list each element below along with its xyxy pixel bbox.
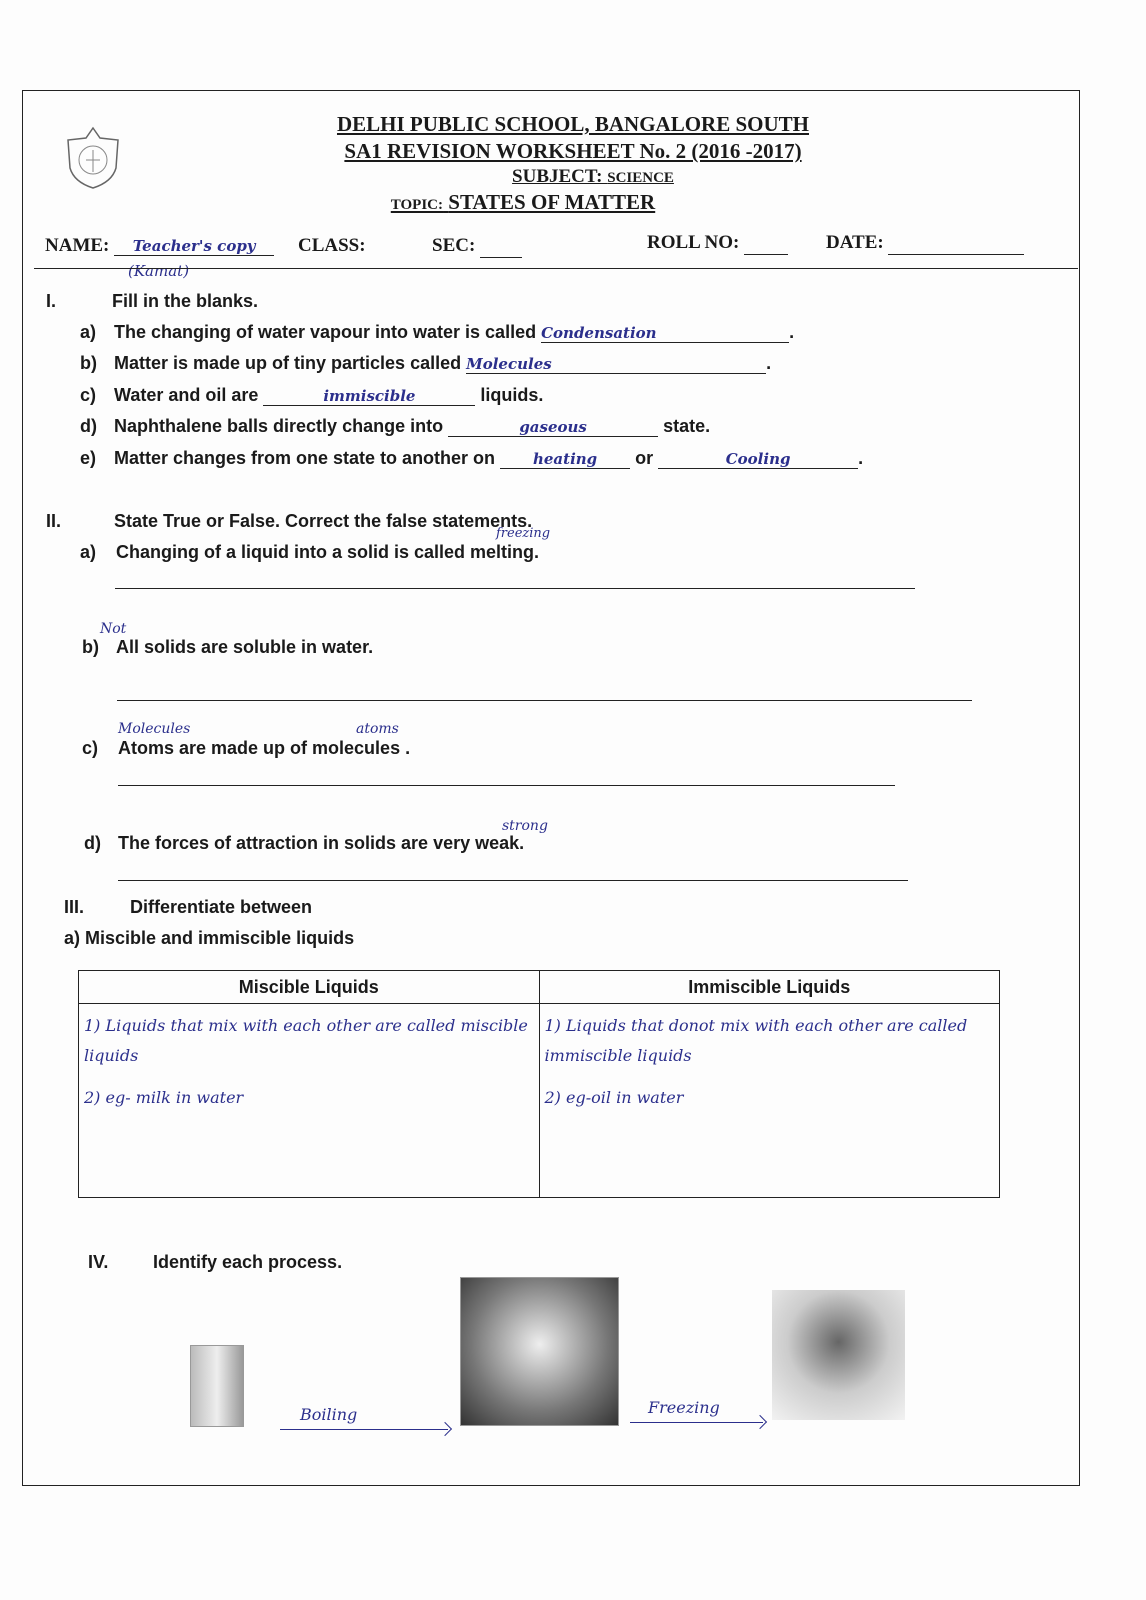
answer-line-a (115, 588, 915, 589)
correction-c2: atoms (356, 721, 399, 737)
date-label: DATE: (826, 232, 884, 253)
name-label: NAME: (45, 235, 110, 256)
answer-e2: Cooling (658, 450, 858, 469)
fill-item-b: b) Matter is made up of tiny particles called Molecules . (80, 353, 772, 373)
immiscible-cell (539, 1004, 1000, 1198)
process-answer-1: Boiling (300, 1405, 358, 1424)
table-header-miscible: Miscible Liquids (79, 971, 540, 1004)
miscible-cell (79, 1004, 540, 1198)
comparison-table (78, 970, 1000, 1198)
sec-field (432, 235, 522, 258)
section-3-title: Differentiate between (130, 897, 313, 917)
topic-label: TOPIC: (390, 197, 444, 213)
section-3-subtitle: a) Miscible and immiscible liquids (64, 928, 355, 948)
date-field (826, 232, 1024, 255)
section-4-title: Identify each process. (153, 1252, 343, 1272)
fill-item-e: e) Matter changes from one state to another on heating or Cooling . (80, 448, 864, 468)
name-field (45, 235, 274, 257)
tf-item-b: b) All solids are soluble in water. (82, 637, 374, 657)
correction-c1: Molecules (118, 721, 191, 737)
miscible-answer-2: 2) eg- milk in water (84, 1088, 244, 1107)
answer-c: immiscible (263, 387, 475, 406)
subject-value: SCIENCE (607, 170, 674, 186)
answer-e1: heating (500, 450, 630, 469)
name-value: Teacher's copy (114, 237, 274, 256)
subject-label: SUBJECT: (512, 166, 603, 187)
school-name: DELHI PUBLIC SCHOOL, BANGALORE SOUTH (336, 112, 809, 136)
answer-b: Molecules (466, 355, 766, 374)
correction-a: freezing (496, 526, 551, 541)
immiscible-answer-1: 1) Liquids that donot mix with each other are called immiscible liquids (544, 1016, 968, 1065)
answer-line-b (117, 700, 972, 701)
fill-item-d: d) Naphthalene balls directly change into gaseous state. (80, 416, 711, 436)
correction-b: Not (100, 621, 127, 637)
fill-item-a: a) The changing of water vapour into water is called Condensation . (80, 322, 795, 342)
section-1-title: Fill in the blanks. (112, 291, 259, 311)
section-1-number: I. (46, 291, 57, 311)
answer-line-d (118, 880, 908, 881)
glass-of-water-image (190, 1345, 244, 1427)
answer-line-c (118, 785, 895, 786)
table-header-immiscible: Immiscible Liquids (539, 971, 1000, 1004)
answer-d: gaseous (448, 418, 658, 437)
section-2-number: II. (46, 511, 62, 531)
tf-item-d: d) The forces of attraction in solids are very weak. (84, 833, 525, 853)
miscible-answer-1: 1) Liquids that mix with each other are called miscible liquids (84, 1016, 528, 1065)
roll-label: ROLL NO: (647, 232, 740, 253)
immiscible-answer-2: 2) eg-oil in water (544, 1088, 684, 1107)
section-3-number: III. (64, 897, 85, 917)
worksheet-title: SA1 REVISION WORKSHEET No. 2 (2016 -2017) (344, 139, 802, 163)
sec-label: SEC: (432, 235, 476, 256)
roll-field (647, 232, 788, 255)
correction-d: strong (502, 818, 548, 834)
class-label: CLASS: (298, 235, 366, 256)
process-answer-2: Freezing (648, 1398, 720, 1417)
topic-value: STATES OF MATTER (448, 190, 656, 214)
name-value-2: (Kamat) (128, 262, 190, 280)
boiling-pot-image (460, 1277, 619, 1426)
ice-cubes-image (772, 1290, 905, 1420)
subject-line (20, 166, 1146, 188)
tf-item-c: c) Atoms are made up of molecules . (82, 738, 411, 758)
header-divider (34, 268, 1078, 269)
fill-item-c: c) Water and oil are immiscible liquids. (80, 385, 544, 405)
arrow-right-icon (630, 1422, 763, 1423)
tf-item-a: a) Changing of a liquid into a solid is called melting. (80, 542, 540, 562)
section-2-title: State True or False. Correct the false statements. (114, 511, 533, 531)
topic-line (0, 190, 1096, 215)
section-4-number: IV. (88, 1252, 109, 1272)
arrow-right-icon (280, 1429, 448, 1430)
answer-a: Condensation (541, 324, 789, 343)
